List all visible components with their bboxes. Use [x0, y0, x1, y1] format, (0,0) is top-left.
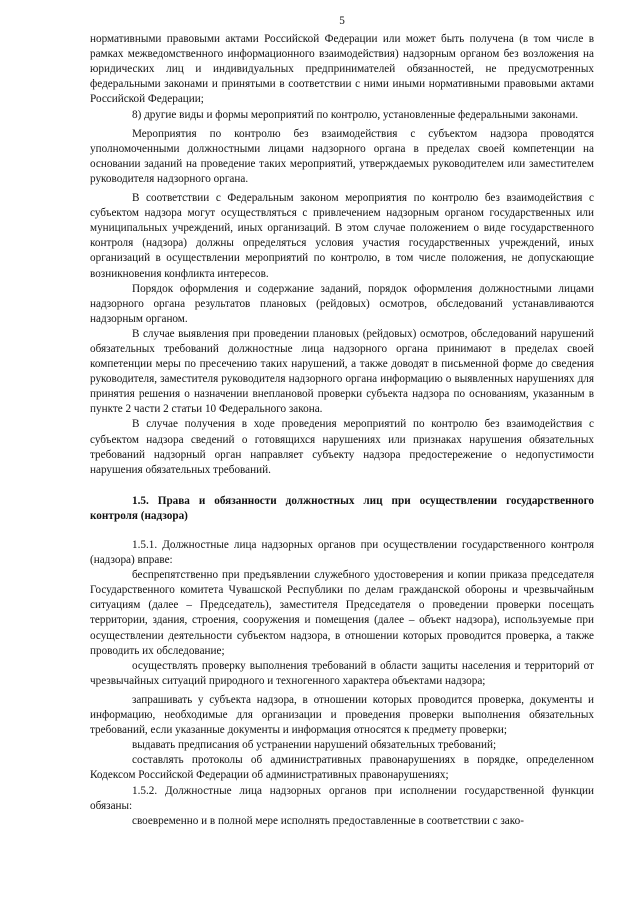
paragraph-right-protocols: составлять протоколы об административных правонарушениях в порядке, определенном Кодексом Российской Федерации об административных правонарушениях; [90, 754, 594, 782]
paragraph-duties-intro: 1.5.2. Должностные лица надзорных органов при исполнении государственной функции обязаны: [90, 784, 594, 812]
section-heading: 1.5. Права и обязанности должностных лиц при осуществлении государственного контроля (надзора) [90, 494, 594, 522]
paragraph-right-visit: беспрепятственно при предъявлении служебного удостоверения и копии приказа председателя Государственного комитета Чувашской Республики по делам гражданской обороны и чрезвычайным ситуациям (далее – Председатель), заместителя Председателя о проведении проверки посещать территории, здания, строения, сооружения и помещения (далее – объект надзора), используемые при осуществлении деятельности субъектом надзора, в отношении которых проводится проверка, а также проводить их обследование; [90, 569, 594, 657]
paragraph-right-orders: выдавать предписания об устранении нарушений обязательных требований; [132, 739, 497, 752]
paragraph-violations-detected: В случае выявления при проведении плановых (рейдовых) осмотров, обследований нарушений обязательных требований должностные лица надзорного органа принимают в пределах своей компетенции меры по пресечению таких нарушений, а также доводят в письменной форме до сведения руководителя, заместителя руководителя надзорного органа информацию о выявленных нарушениях для принятия решения о назначении внеплановой проверки субъекта надзора по основаниям, указанным в пункте 2 части 2 статьи 10 Федерального закона. [90, 327, 594, 416]
paragraph-federal-law: В соответствии с Федеральным законом мероприятия по контролю без взаимодействия с субъектом надзора могут осуществляться с привлечением надзорным органом государственных или муниципальных учреждений, иных организаций. В этом случае положением о виде государственного контроля (надзора) должны определяться условия участия государственных учреждений, иных организаций в осуществлении мероприятий по контролю, в том числе положения, не допускающие возникновения конфликта интересов. [90, 192, 594, 280]
paragraph-warning: В случае получения в ходе проведения мероприятий по контролю без взаимодействия с субъектом надзора сведений о готовящихся нарушениях или признаках нарушения обязательных требований надзорный орган направляет субъекту надзора предостережение о недопустимости нарушения обязательных требований. [90, 418, 594, 476]
paragraph-right-check: осуществлять проверку выполнения требований в области защиты населения и территорий от чрезвычайных ситуаций природного и техногенного характера объектами надзора; [90, 659, 594, 687]
paragraph-rights-intro: 1.5.1. Должностные лица надзорных органов при осуществлении государственного контроля (надзора) вправе: [90, 539, 594, 567]
paragraph-tasks-procedure: Порядок оформления и содержание заданий, порядок оформления должностными лицами надзорного органа результатов плановых (рейдовых) осмотров, обследований устанавливаются надзорным органом. [90, 282, 594, 325]
paragraph-duty-perform: своевременно и в полной мере исполнять предоставленные в соответствии с зако- [132, 814, 524, 827]
paragraph-item-8: 8) другие виды и формы мероприятий по контролю, установленные федеральными законами. [132, 108, 579, 121]
paragraph-right-request: запрашивать у субъекта надзора, в отношении которых проводится проверка, документы и информацию, необходимые для организации и проведения проверки выполнения обязательных требований, если указанные документы и информация относятся к предмету проверки; [90, 693, 594, 737]
page-number: 5 [339, 15, 345, 27]
paragraph-no-interaction-measures: Мероприятия по контролю без взаимодействия с субъектом надзора проводятся уполномоченными должностными лицами надзорного органа в пределах своей компетенции на основании заданий на проведение таких мероприятий, утверждаемых руководителем или заместителем руководителя надзорного органа. [90, 127, 594, 185]
paragraph-continuation: нормативными правовыми актами Российской Федерации или может быть получена (в том числе в рамках межведомственного информационного взаимодействия) надзорным органом без возложения на юридических лиц и индивидуальных предпринимателей обязанностей, не предусмотренных федеральными законами и принятыми в соответствии с ними иными нормативными правовыми актами Российской Федерации; [90, 33, 594, 106]
